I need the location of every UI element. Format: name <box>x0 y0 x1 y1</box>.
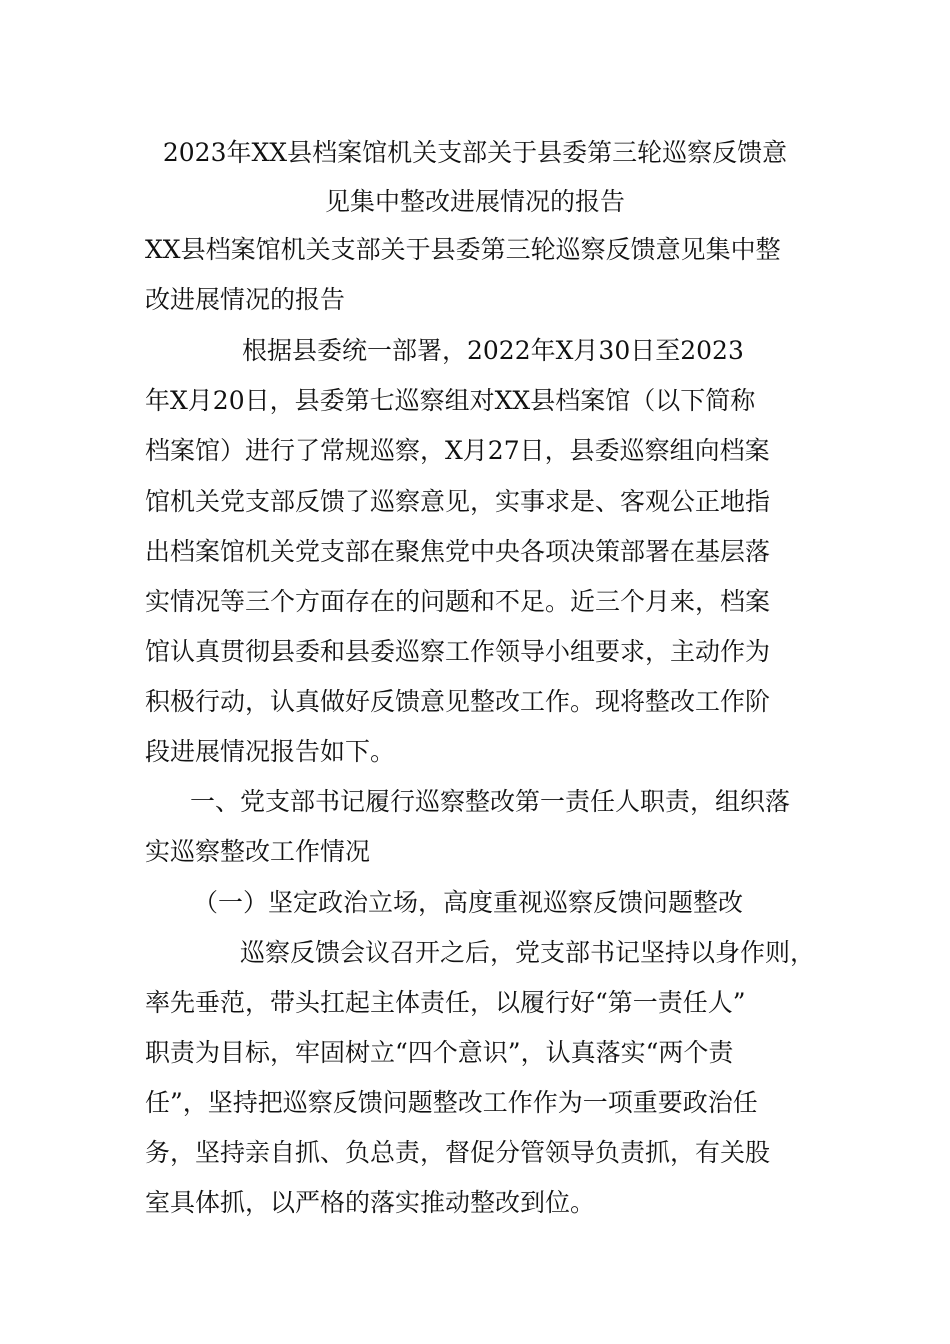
paragraph-line: 段进展情况报告如下。 <box>145 737 396 766</box>
document-title-line-2: 见集中整改进展情况的报告 <box>324 187 625 216</box>
paragraph-line: 馆机关党支部反馈了巡察意见，实事求是、客观公正地指 <box>145 487 771 516</box>
section-heading-line: 实巡察整改工作情况 <box>145 837 371 866</box>
paragraph-line: 实情况等三个方面存在的问题和不足。近三个月来，档案 <box>145 587 771 616</box>
paragraph-line: 务，坚持亲自抓、负总责，督促分管领导负责抓，有关股 <box>145 1138 771 1167</box>
paragraph-line: 年X月20日，县委第七巡察组对XX县档案馆（以下简称 <box>145 386 756 415</box>
paragraph-line: 出档案馆机关党支部在聚焦党中央各项决策部署在基层落 <box>145 537 771 566</box>
paragraph-line: 职责为目标，牢固树立“四个意识”，认真落实“两个责 <box>145 1038 734 1067</box>
paragraph-line: 档案馆）进行了常规巡察，X月27日，县委巡察组向档案 <box>145 436 770 465</box>
paragraph-line: 室具体抓，以严格的落实推动整改到位。 <box>145 1188 596 1217</box>
subtitle-line: XX县档案馆机关支部关于县委第三轮巡察反馈意见集中整 <box>145 235 781 264</box>
paragraph-line: 任”，坚持把巡察反馈问题整改工作作为一项重要政治任 <box>145 1088 758 1117</box>
paragraph-line: 积极行动，认真做好反馈意见整改工作。现将整改工作阶 <box>145 687 771 716</box>
section-heading-line: 一、党支部书记履行巡察整改第一责任人职责，组织落 <box>190 787 791 816</box>
subtitle-line: 改进展情况的报告 <box>145 285 346 314</box>
subsection-heading: （一）坚定政治立场，高度重视巡察反馈问题整改 <box>193 888 744 917</box>
paragraph-line: 巡察反馈会议召开之后，党支部书记坚持以身作则， <box>240 938 816 967</box>
paragraph-line: 馆认真贯彻县委和县委巡察工作领导小组要求，主动作为 <box>145 637 771 666</box>
paragraph-line: 根据县委统一部署，2022年X月30日至2023 <box>242 336 744 365</box>
paragraph-line: 率先垂范，带头扛起主体责任，以履行好“第一责任人” <box>145 988 746 1017</box>
document-title-line-1: 2023年XX县档案馆机关支部关于县委第三轮巡察反馈意 <box>162 138 788 167</box>
